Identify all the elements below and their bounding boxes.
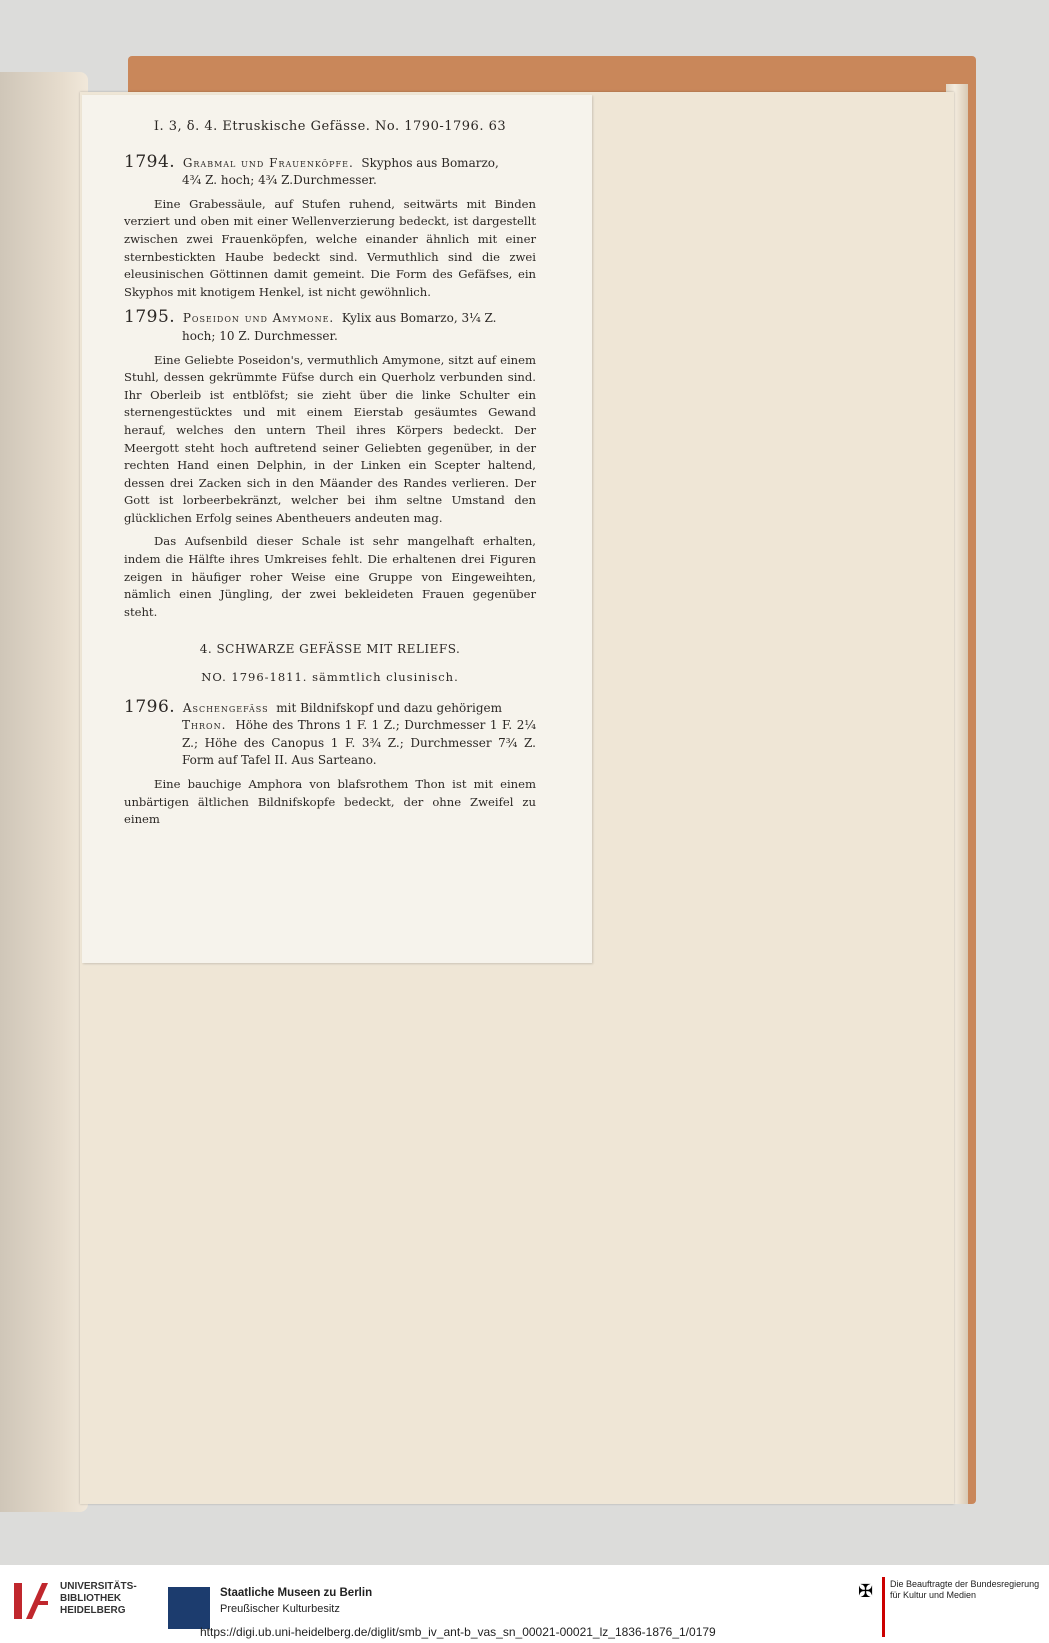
- entry-1796: [124, 696, 536, 829]
- ub-heidelberg-label[interactable]: [60, 1581, 137, 1617]
- entry-meta-rest: 4¾ Z. hoch; 4¾ Z.Durchmesser.: [182, 173, 377, 188]
- section-subheading: NO. 1796-1811. sämmtlich clusinisch.: [201, 670, 459, 685]
- ub-line: BIBLIOTHEK: [60, 1593, 122, 1604]
- entry-1795: [124, 309, 536, 621]
- bkm-divider: [882, 1577, 885, 1637]
- smb-line: Staatliche Museen zu Berlin: [220, 1587, 373, 1599]
- entry-heading: [124, 309, 536, 345]
- smb-label[interactable]: [220, 1585, 372, 1617]
- smb-line: Preußischer Kulturbesitz: [220, 1603, 340, 1615]
- federal-eagle-icon: ✠: [858, 1581, 874, 1601]
- entry-title: Poseidon und Amymone.: [182, 311, 335, 326]
- viewer-footer: [0, 1565, 1049, 1643]
- entry-meta-detail: Höhe des Throns 1 F. 1 Z.; Durchmesser 1 F. 2¼ Z.; Höhe des Canopus 1 F. 3¾ Z.; Durchmesser 7¾ Z. Form auf Tafel II. Aus Sarteano.: [182, 718, 536, 768]
- entry-heading: [124, 151, 536, 190]
- entry-meta: Skyphos aus Bomarzo,: [361, 155, 499, 170]
- left-page-leaf: [0, 72, 88, 1512]
- entry-number: 1795.: [124, 307, 176, 328]
- entry-meta-rest: hoch; 10 Z. Durchmesser.: [182, 328, 338, 343]
- entry-number: 1794.: [124, 151, 176, 172]
- entry-title: Grabmal und Frauenköpfe.: [182, 155, 354, 170]
- entry-paragraph: Eine Grabessäule, auf Stufen ruhend, seitwärts mit Binden verziert und oben mit einer Wellenverzierung bedeckt, ist dargestellt zwischen zwei Frauenköpfen, welche einander ähnlich mit einer sternbestickten Haube bedeckt sind. Vermuthlich sind die zwei eleusinischen Göttinnen damit gemeint. Die Form des Gefäfses, ein Skyphos mit knotigem Henkel, ist nicht gewöhnlich.: [124, 196, 536, 299]
- ub-heidelberg-logo-icon[interactable]: [12, 1579, 52, 1623]
- running-head: I. 3, δ. 4. Etruskische Gefässe. No. 1790-1796. 63: [153, 119, 507, 134]
- entry-heading: [124, 696, 536, 770]
- entry-meta: mit Bildnifskopf und dazu gehörigem: [276, 700, 502, 715]
- entry-meta: Kylix aus Bomarzo, 3¼ Z.: [341, 311, 497, 326]
- permalink-url[interactable]: https://digi.ub.uni-heidelberg.de/diglit/smb_iv_ant-b_vas_sn_00021-00021_lz_1836-1876_1/0179: [200, 1625, 716, 1639]
- section-heading: 4. SCHWARZE GEFÄSSE MIT RELIEFS.: [199, 642, 461, 657]
- entry-1794: [124, 151, 536, 302]
- entry-meta-rest: [124, 717, 536, 770]
- entry-title-continued: Thron.: [182, 718, 227, 733]
- bkm-line: Die Beauftragte der Bundesregierung: [890, 1579, 1040, 1589]
- entry-paragraph: Das Aufsenbild dieser Schale ist sehr mangelhaft erhalten, indem die Hälfte ihres Umkreises fehlt. Die erhaltenen drei Figuren zeigen in häufiger roher Weise eine Gruppe von Eingeweihten, nämlich einen Jüngling, der zwei bekleideten Frauen gegenüber steht.: [124, 534, 536, 619]
- sheet-text: [124, 118, 536, 837]
- entry-paragraph: Eine Geliebte Poseidon's, vermuthlich Amymone, sitzt auf einem Stuhl, dessen gekrümmte Füfse durch ein Querholz verbunden sind. Ihr Oberleib ist entblöfst; sie zieht über die linke Schulter ein sternengestücktes und mit einem Eierstab gesäumtes Gewand herauf, welches den untern Theil ihres Körpers bedeckt. Der Meergott steht hoch auftretend seiner Geliebten gegenüber, in der rechten Hand einen Delphin, in der Linken ein Scepter haltend, dessen drei Zacken sich in den Mäander des Randes verlieren. Der Gott ist lorbeerbekränzt, welcher bei ihm seltne Umstand den glücklichen Erfolg seines Abentheuers andeuten mag.: [124, 352, 536, 525]
- ub-line: HEIDELBERG: [60, 1605, 126, 1616]
- smb-eagle-logo-icon[interactable]: [168, 1587, 210, 1629]
- entry-number: 1796.: [124, 696, 176, 717]
- bkm-label[interactable]: [890, 1579, 1039, 1601]
- entry-title: Aschengefäss: [182, 700, 269, 715]
- entry-paragraph: Eine bauchige Amphora von blafsrothem Thon ist mit einem unbärtigen ältlichen Bildnifskopfe bedeckt, der ohne Zweifel zu einem: [124, 777, 536, 827]
- ub-line: UNIVERSITÄTS-: [60, 1581, 137, 1592]
- bkm-line: für Kultur und Medien: [890, 1590, 977, 1600]
